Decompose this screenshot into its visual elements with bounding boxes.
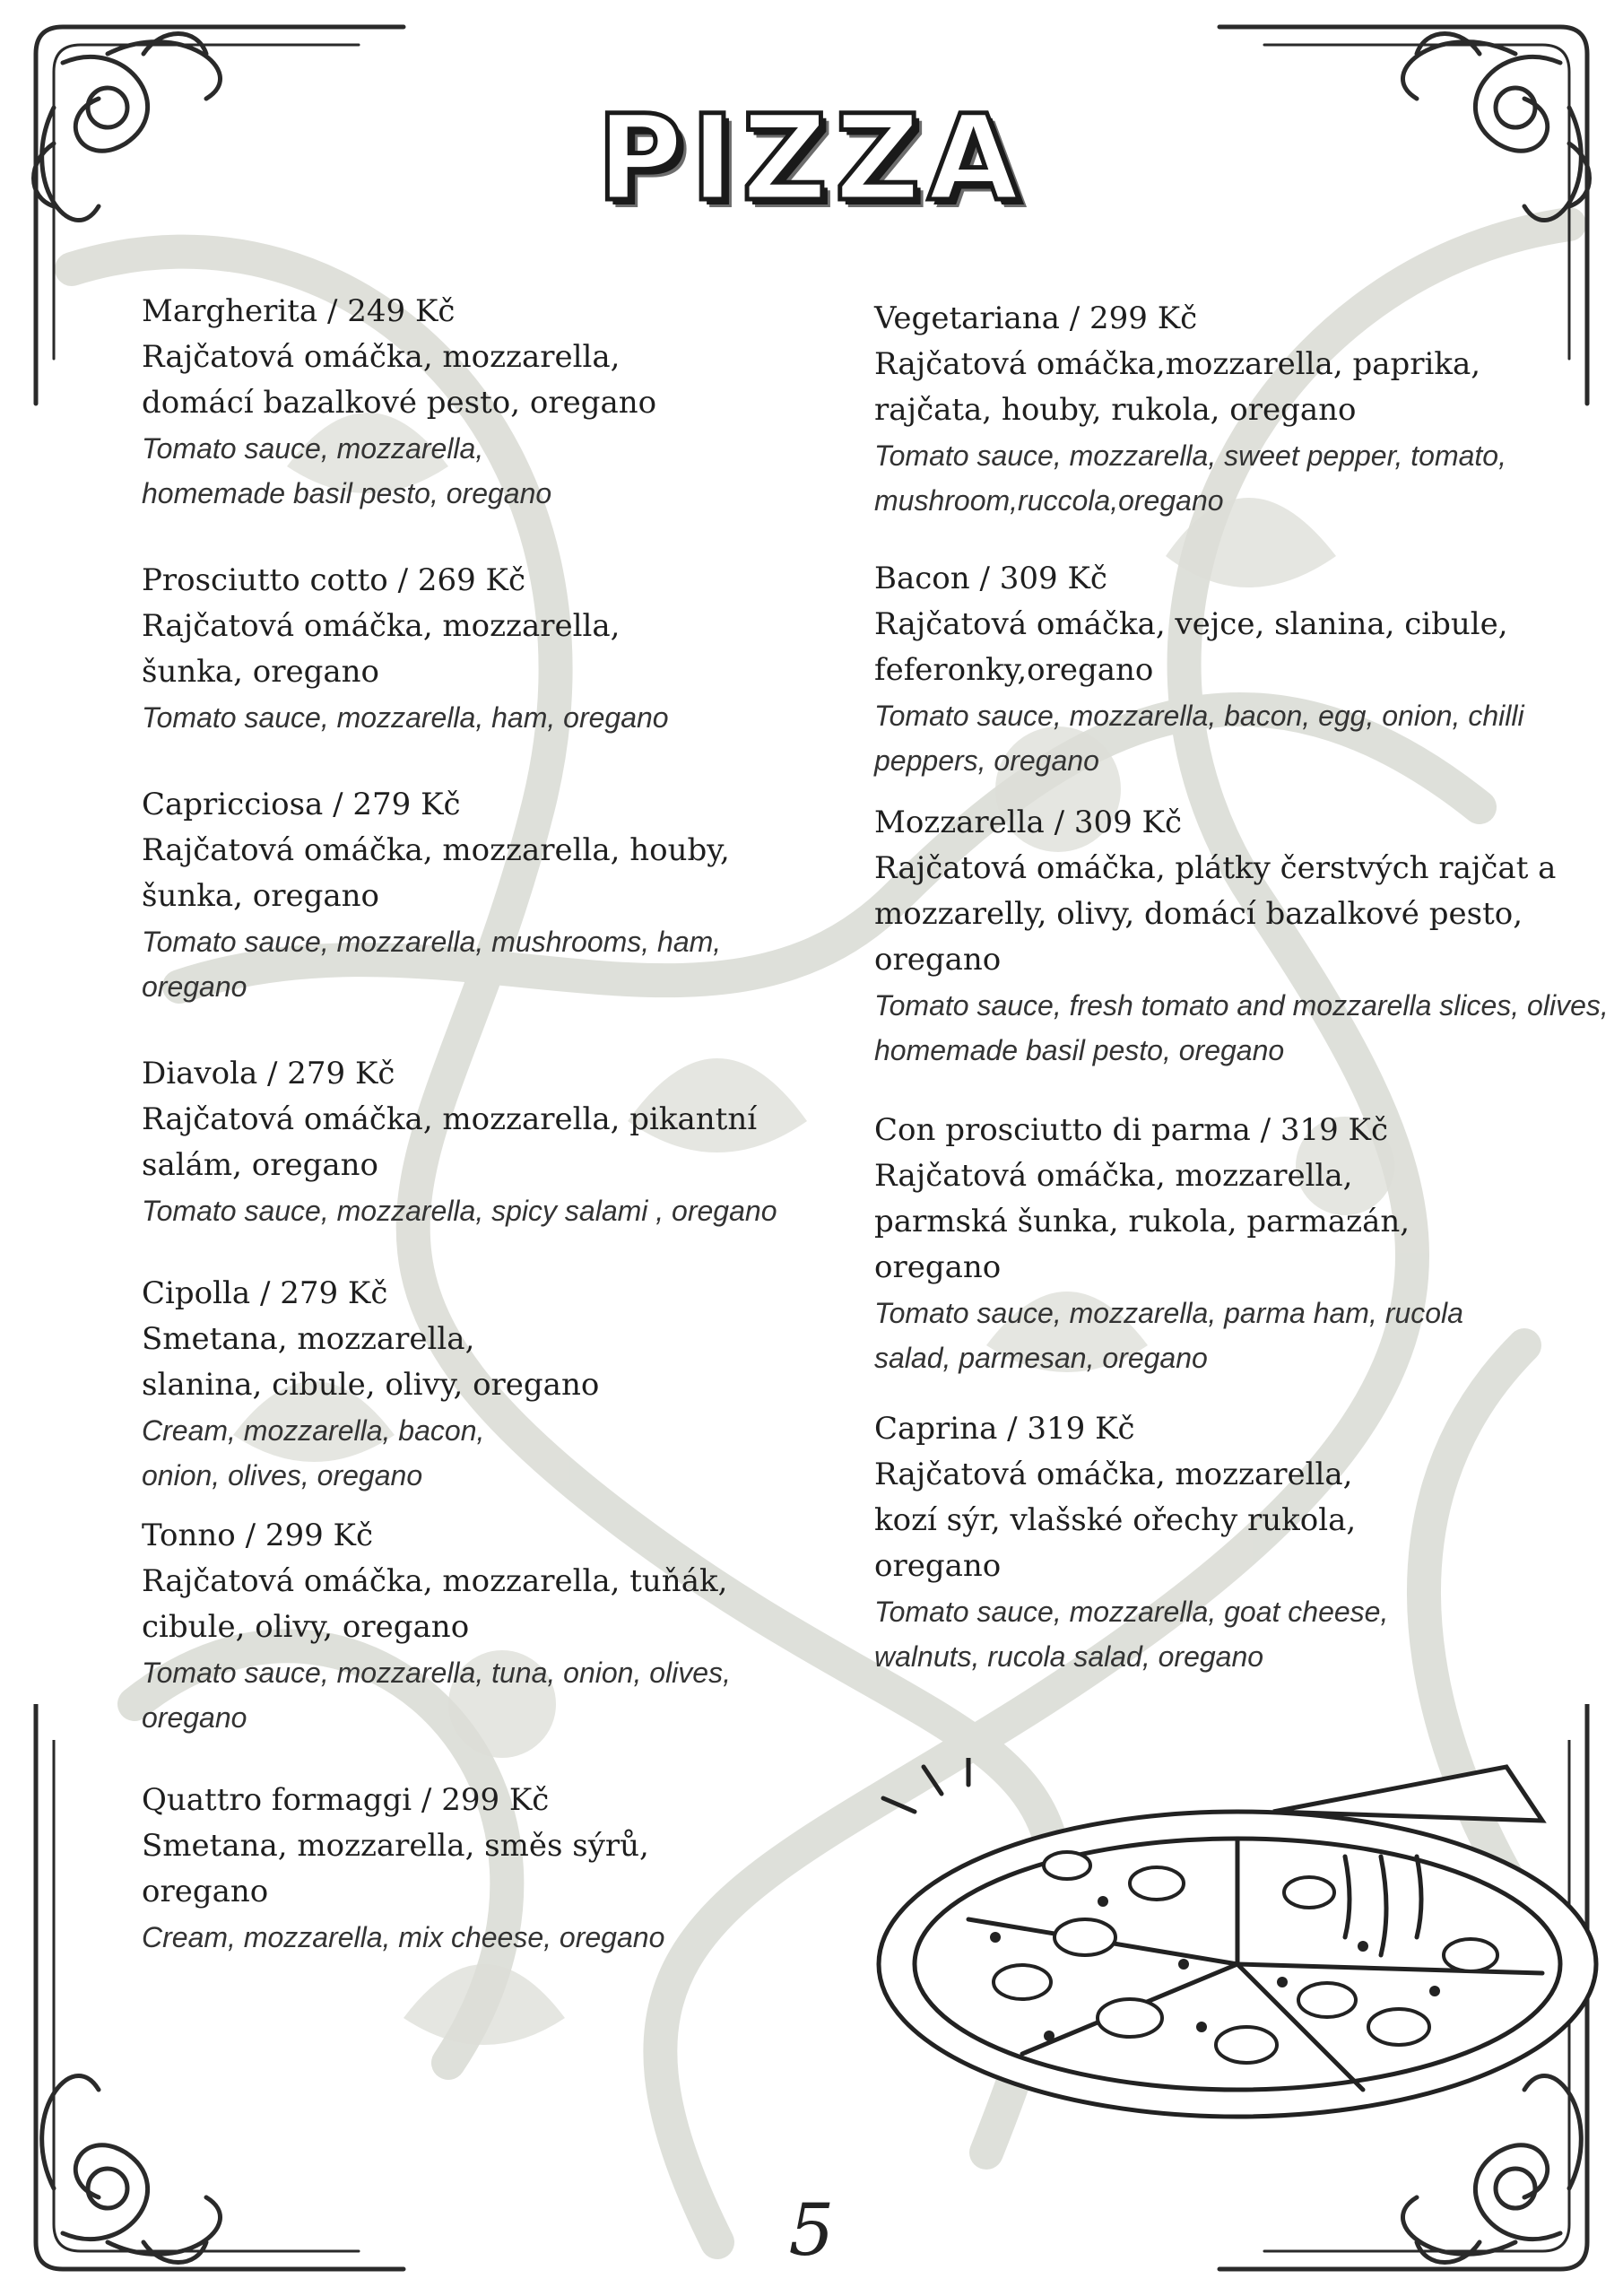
item-description-en: Tomato sauce, mozzarella,	[142, 432, 484, 465]
item-description-cz: Rajčatová omáčka, mozzarella,	[874, 1457, 1353, 1492]
item-description-cz: Rajčatová omáčka, plátky čerstvých rajčat a	[874, 850, 1557, 886]
item-description-cz: šunka, oregano	[142, 878, 379, 914]
item-description-cz: Rajčatová omáčka, mozzarella, houby,	[142, 832, 730, 868]
item-name: Con prosciutto di parma / 319 Kč	[874, 1112, 1389, 1148]
item-description-en: peppers, oregano	[874, 744, 1099, 777]
item-description-cz: feferonky,oregano	[874, 652, 1154, 688]
menu-item-mozzarella	[874, 800, 1619, 1073]
menu-item-tonno	[142, 1513, 823, 1740]
menu-item-diavola	[142, 1051, 823, 1233]
page-number: 5	[788, 2188, 835, 2272]
item-description-cz: oregano	[142, 1874, 269, 1909]
item-description-en: Tomato sauce, mozzarella, bacon, egg, onion, chilli	[874, 700, 1524, 732]
menu-item-vegetariana	[874, 296, 1619, 523]
item-description-en: Cream, mozzarella, bacon,	[142, 1414, 485, 1447]
menu-item-capricciosa	[142, 782, 823, 1009]
menu-item-margherita	[142, 289, 823, 516]
item-description-cz: Smetana, mozzarella,	[142, 1321, 475, 1357]
item-description-cz: Rajčatová omáčka,mozzarella, paprika,	[874, 346, 1481, 382]
item-description-en: Tomato sauce, mozzarella, ham, oregano	[142, 701, 669, 734]
item-name: Vegetariana / 299 Kč	[874, 300, 1198, 336]
item-description-cz: Smetana, mozzarella, směs sýrů,	[142, 1828, 649, 1864]
item-name: Diavola / 279 Kč	[142, 1056, 395, 1091]
item-name: Bacon / 309 Kč	[874, 561, 1107, 596]
item-description-en: onion, olives, oregano	[142, 1459, 423, 1492]
item-description-cz: Rajčatová omáčka, mozzarella, pikantní	[142, 1101, 758, 1137]
item-description-cz: Rajčatová omáčka, vejce, slanina, cibule,	[874, 606, 1508, 642]
item-name: Prosciutto cotto / 269 Kč	[142, 562, 525, 598]
item-description-cz: salám, oregano	[142, 1147, 378, 1183]
item-description-en: mushroom,ruccola,oregano	[874, 484, 1224, 517]
item-description-cz: parmská šunka, rukola, parmazán,	[874, 1204, 1410, 1239]
item-description-cz: Rajčatová omáčka, mozzarella,	[874, 1158, 1353, 1194]
item-description-en: oregano	[142, 970, 247, 1003]
item-description-cz: kozí sýr, vlašské ořechy rukola,	[874, 1502, 1357, 1538]
item-description-en: salad, parmesan, oregano	[874, 1342, 1208, 1374]
item-description-cz: oregano	[874, 1548, 1002, 1584]
menu-item-cipolla	[142, 1271, 823, 1498]
item-description-cz: domácí bazalkové pesto, oregano	[142, 385, 657, 421]
item-name: Mozzarella / 309 Kč	[874, 804, 1182, 840]
item-name: Caprina / 319 Kč	[874, 1411, 1135, 1447]
item-description-cz: rajčata, houby, rukola, oregano	[874, 392, 1357, 428]
item-name: Margherita / 249 Kč	[142, 293, 456, 329]
item-description-en: oregano	[142, 1701, 247, 1734]
item-description-cz: mozzarelly, olivy, domácí bazalkové pesto,	[874, 896, 1523, 932]
item-description-cz: Rajčatová omáčka, mozzarella,	[142, 608, 621, 644]
item-description-en: Cream, mozzarella, mix cheese, oregano	[142, 1921, 665, 1953]
item-name: Capricciosa / 279 Kč	[142, 787, 461, 822]
item-description-en: Tomato sauce, mozzarella, mushrooms, ham,	[142, 926, 722, 958]
item-description-cz: slanina, cibule, olivy, oregano	[142, 1367, 600, 1403]
item-description-en: Tomato sauce, mozzarella, tuna, onion, olives,	[142, 1657, 731, 1689]
item-description-cz: oregano	[874, 942, 1002, 978]
item-description-en: homemade basil pesto, oregano	[142, 477, 552, 509]
menu-item-bacon	[874, 556, 1619, 783]
pizza-illustration	[861, 1758, 1623, 2135]
item-description-cz: Rajčatová omáčka, mozzarella,	[142, 339, 621, 375]
item-description-en: homemade basil pesto, oregano	[874, 1034, 1285, 1066]
item-description-en: Tomato sauce, mozzarella, spicy salami , oregano	[142, 1195, 777, 1227]
item-description-en: walnuts, rucola salad, oregano	[874, 1640, 1264, 1673]
item-description-en: Tomato sauce, mozzarella, goat cheese,	[874, 1596, 1389, 1628]
menu-item-prosciutto-cotto	[142, 558, 823, 740]
item-description-en: Tomato sauce, mozzarella, sweet pepper, tomato,	[874, 439, 1506, 472]
item-description-cz: šunka, oregano	[142, 654, 379, 690]
page-title: PIZZA	[596, 90, 1027, 228]
item-description-cz: oregano	[874, 1249, 1002, 1285]
item-description-en: Tomato sauce, mozzarella, parma ham, rucola	[874, 1297, 1463, 1329]
item-description-en: Tomato sauce, fresh tomato and mozzarella slices, olives,	[874, 989, 1609, 1022]
menu-item-caprina	[874, 1406, 1619, 1679]
menu-item-quattro-formaggi	[142, 1778, 823, 1960]
item-name: Cipolla / 279 Kč	[142, 1275, 388, 1311]
item-name: Quattro formaggi / 299 Kč	[142, 1782, 550, 1818]
item-description-cz: cibule, olivy, oregano	[142, 1609, 470, 1645]
menu-item-con-prosciutto-di-parma	[874, 1108, 1619, 1380]
frame-side-line-left	[0, 1704, 72, 2081]
item-description-cz: Rajčatová omáčka, mozzarella, tuňák,	[142, 1563, 728, 1599]
item-name: Tonno / 299 Kč	[142, 1518, 373, 1553]
